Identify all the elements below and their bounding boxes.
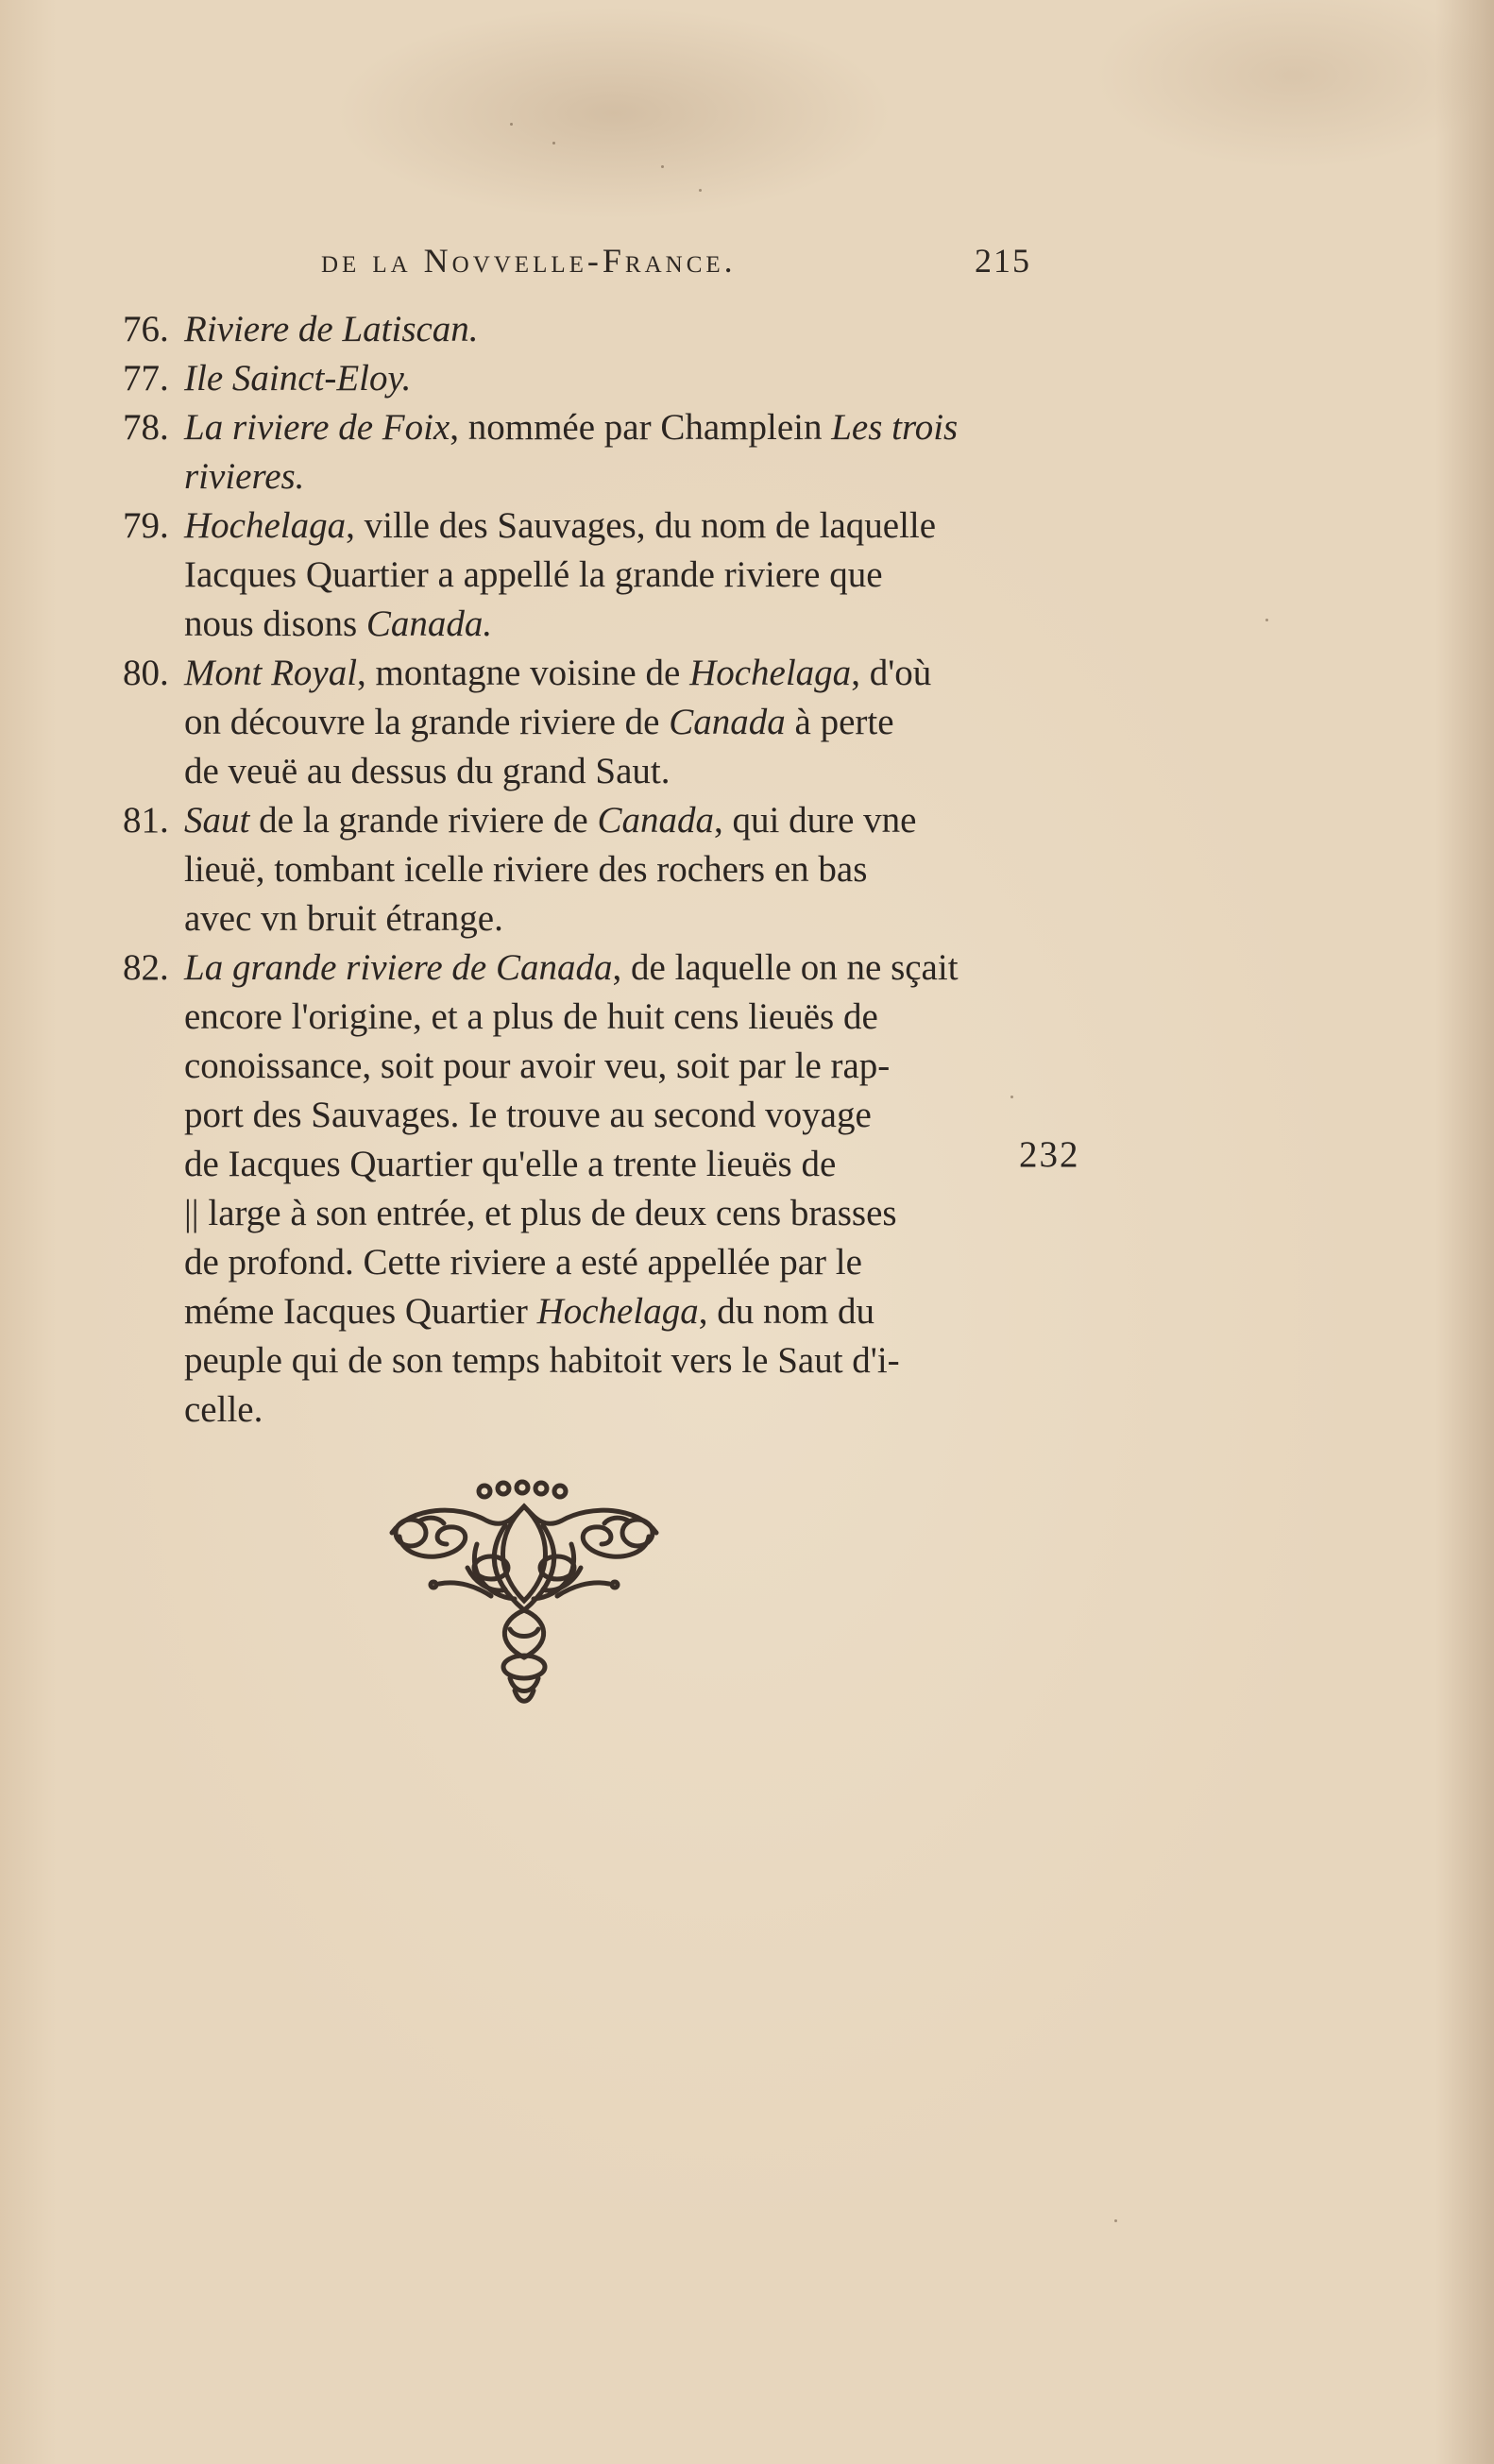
entry-number: 76. (123, 309, 169, 349)
entry-number: 80. (123, 653, 169, 693)
text-segment: || large à son entrée, et plus de deux cens brasses (184, 1193, 897, 1233)
italic-segment: Hochelaga (689, 653, 852, 693)
paper-speck (1265, 619, 1268, 621)
entry-line (184, 747, 1006, 796)
text-segment: port des Sauvages. Ie trouve au second voyage (184, 1095, 872, 1135)
numbered-entries-list (123, 305, 1058, 1435)
text-segment: peuple qui de son temps habitoit vers le Saut d'i- (184, 1340, 900, 1381)
italic-segment: Hochelaga (184, 505, 347, 546)
italic-segment: Canada (669, 702, 786, 742)
entry-line (184, 943, 1006, 993)
entry-number: 82. (123, 947, 169, 988)
entry-line (184, 894, 1006, 943)
entry-line (184, 403, 1006, 452)
paper-speck (1010, 1096, 1013, 1098)
text-segment: de la grande riviere de (249, 800, 598, 841)
text-segment: lieuë, tombant icelle riviere des rochers en bas (184, 849, 868, 890)
entry-text (184, 501, 1006, 649)
text-segment: Iacques Quartier a appellé la grande riviere que (184, 554, 883, 595)
text-segment: conoissance, soit pour avoir veu, soit par le rap- (184, 1045, 891, 1086)
paper-speck (699, 189, 702, 192)
text-segment: , du nom du (698, 1291, 875, 1332)
entry-text (184, 305, 1006, 354)
entry-line (184, 1091, 1006, 1140)
text-segment: encore l'origine, et a plus de huit cens lieuës de (184, 996, 878, 1037)
text-segment: de profond. Cette riviere a esté appellée par le (184, 1242, 862, 1283)
italic-segment: Mont Royal (184, 653, 358, 693)
italic-segment: Saut (184, 800, 250, 841)
text-segment: de veuë au dessus du grand Saut. (184, 751, 671, 791)
entry-line (184, 452, 1006, 501)
entry-number: 78. (123, 407, 169, 448)
page-number: 215 (975, 242, 1031, 280)
entry-line (184, 993, 1006, 1042)
text-segment: , qui dure vne (714, 800, 917, 841)
entry-line (184, 845, 1006, 894)
paper-speck (661, 165, 664, 168)
entry-line (184, 1287, 1006, 1336)
paper-speck (552, 142, 555, 144)
entry-text (184, 796, 1006, 943)
running-head (321, 241, 1031, 288)
entry-line (184, 1238, 1006, 1287)
entry-text (184, 943, 1006, 1435)
italic-segment: rivieres. (184, 456, 305, 497)
text-segment: méme Iacques Quartier (184, 1291, 537, 1332)
italic-segment: La riviere de Foix (184, 407, 450, 448)
entry-line (184, 305, 1006, 354)
entry-item (123, 501, 1058, 649)
text-segment: , de laquelle on ne sçait (612, 947, 959, 988)
cul-de-lampe-ornament-icon (373, 1478, 675, 1714)
text-segment: , ville des Sauvages, du nom de laquelle (346, 505, 937, 546)
text-segment: on découvre la grande riviere de (184, 702, 670, 742)
italic-segment: La grande riviere de Canada (184, 947, 613, 988)
entry-line (184, 796, 1006, 845)
entry-number: 81. (123, 800, 169, 841)
italic-segment: Les trois (831, 407, 959, 448)
paper-speck (510, 123, 513, 126)
entry-text (184, 354, 1006, 403)
text-segment: de Iacques Quartier qu'elle a trente lieuës de (184, 1144, 837, 1184)
italic-segment: Canada. (365, 603, 493, 644)
running-head-title: de la Novvelle-France. (321, 242, 737, 280)
entry-line (184, 1140, 1006, 1189)
entry-line (184, 354, 1006, 403)
paper-speck (1114, 2219, 1117, 2222)
entry-line (184, 551, 1006, 600)
italic-segment: Riviere de Latiscan. (184, 309, 479, 349)
italic-segment: Canada (597, 800, 714, 841)
entry-line (184, 1042, 1006, 1091)
entry-line (184, 698, 1006, 747)
text-segment: avec vn bruit étrange. (184, 898, 503, 939)
entry-number: 77. (123, 358, 169, 399)
text-segment: , d'où (851, 653, 932, 693)
text-segment: nous disons (184, 603, 366, 644)
entry-item (123, 943, 1058, 1435)
entry-item (123, 649, 1058, 796)
entry-item (123, 305, 1058, 354)
entry-line (184, 501, 1006, 551)
text-segment: celle. (184, 1389, 263, 1430)
entry-line (184, 1189, 1006, 1238)
entry-line (184, 1385, 1006, 1435)
text-segment: , montagne voisine de (357, 653, 690, 693)
entry-number: 79. (123, 505, 169, 546)
entry-line (184, 1336, 1006, 1385)
italic-segment: Hochelaga (536, 1291, 699, 1332)
entry-item (123, 796, 1058, 943)
entry-item (123, 354, 1058, 403)
entry-text (184, 403, 1006, 501)
text-segment: à perte (785, 702, 894, 742)
margin-page-reference: 232 (1019, 1134, 1080, 1175)
entry-item (123, 403, 1058, 501)
entry-line (184, 649, 1006, 698)
text-segment: , nommée par Champlein (450, 407, 832, 448)
entry-text (184, 649, 1006, 796)
entry-line (184, 600, 1006, 649)
italic-segment: Ile Sainct-Eloy. (184, 358, 412, 399)
